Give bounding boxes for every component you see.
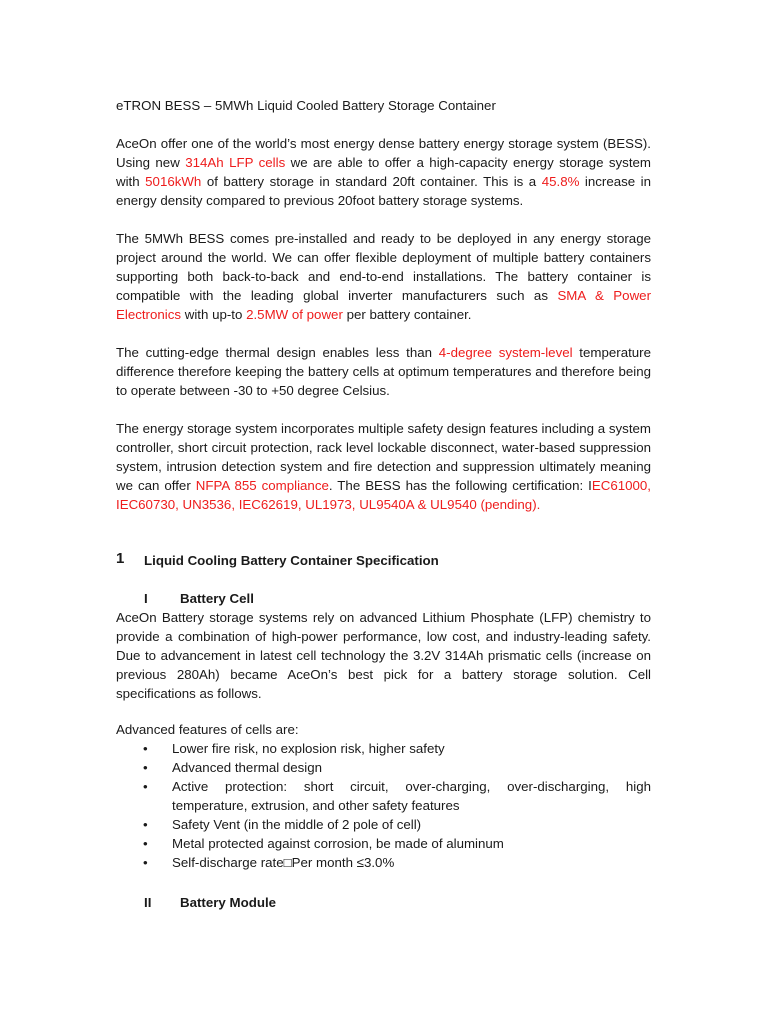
bullet-icon: • — [143, 817, 148, 832]
text-run: of battery storage in standard 20ft container. This is a — [201, 174, 542, 189]
features-intro: Advanced features of cells are: — [116, 722, 299, 737]
highlight-capacity: 5016kWh — [145, 174, 202, 189]
deployment-paragraph — [116, 229, 651, 324]
list-item — [116, 777, 651, 815]
list-item-text: Safety Vent (in the middle of 2 pole of cell) — [172, 817, 422, 832]
bullet-icon: • — [143, 779, 148, 794]
document-title: eTRON BESS – 5MWh Liquid Cooled Battery Storage Container — [116, 98, 496, 113]
bullet-icon: • — [143, 855, 148, 870]
subsection-number: II — [144, 895, 152, 910]
text-run: we are able to offer a high-capacity energy storage system with — [116, 155, 651, 189]
list-item-text: Advanced thermal design — [172, 760, 323, 775]
highlight-cells: 314Ah LFP cells — [185, 155, 286, 170]
list-item-text: Lower fire risk, no explosion risk, higher safety — [172, 741, 445, 756]
safety-paragraph — [116, 419, 651, 514]
list-item-text: Self-discharge rate□Per month ≤3.0% — [172, 855, 395, 870]
text-run: . The BESS has the following certification: I — [328, 478, 592, 493]
section-number: 1 — [116, 550, 125, 567]
text-run: temperature difference therefore keeping the battery cells at optimum temperatures and therefore being to operate between -30 to +50 degree Celsius. — [116, 345, 652, 398]
features-list — [116, 739, 651, 872]
subsection-number: I — [144, 591, 148, 606]
list-item-text: Metal protected against corrosion, be made of aluminum — [172, 836, 504, 851]
text-run: AceOn offer one of the world’s most energy dense battery energy storage system (BESS). Using new — [116, 136, 651, 170]
list-item-text: Active protection: short circuit, over-charging, over-discharging, high temperature, extrusion, and other safety features — [172, 779, 651, 813]
highlight-power: 2.5MW of power — [246, 307, 343, 322]
highlight-certifications: EC61000, IEC60730, UN3536, IEC62619, UL1973, UL9540A & UL9540 (pending). — [116, 478, 651, 512]
intro-paragraph — [116, 134, 651, 210]
list-item — [116, 815, 651, 834]
highlight-inverters: SMA & Power Electronics — [116, 288, 652, 322]
thermal-paragraph — [116, 343, 651, 400]
subsection-heading-battery-cell: Battery Cell — [180, 591, 254, 606]
text-run: increase in energy density compared to previous 20foot battery storage systems. — [116, 174, 652, 208]
text-run: The energy storage system incorporates multiple safety design features including a system controller, short circuit protection, rack level lockable disconnect, water-based suppression system, intrusion detection system and fire detection and suppression ultimately meaning we can offer — [116, 421, 651, 493]
subsection-heading-battery-module: Battery Module — [180, 895, 277, 910]
text-run: The cutting-edge thermal design enables less than — [116, 345, 439, 360]
list-item — [116, 853, 651, 872]
cell-paragraph: AceOn Battery storage systems rely on advanced Lithium Phosphate (LFP) chemistry to provide a combination of high-power performance, low cost, and industry-leading safety. Due to advancement in latest cell technology the 3.2V 314Ah prismatic cells (increase on previous 280Ah) became AceOn’s best pick for a battery storage solution. Cell specifications as follows. — [116, 610, 651, 701]
list-item — [116, 758, 651, 777]
highlight-temperature: 4-degree system-level — [438, 345, 573, 360]
bullet-icon: • — [143, 760, 148, 775]
bullet-icon: • — [143, 741, 148, 756]
text-run: per battery container. — [342, 307, 472, 322]
highlight-percent: 45.8% — [541, 174, 580, 189]
section-heading: Liquid Cooling Battery Container Specification — [144, 553, 439, 568]
text-run: The 5MWh BESS comes pre-installed and ready to be deployed in any energy storage project around the world. We can offer flexible deployment of multiple battery containers supporting both back-to-back and end-to-end installations. The battery container is compatible with the leading global inverter manufacturers such as — [116, 231, 651, 303]
list-item — [116, 834, 651, 853]
text-run: with up-to — [181, 307, 247, 322]
highlight-compliance: NFPA 855 compliance — [195, 478, 329, 493]
bullet-icon: • — [143, 836, 148, 851]
list-item — [116, 739, 651, 758]
